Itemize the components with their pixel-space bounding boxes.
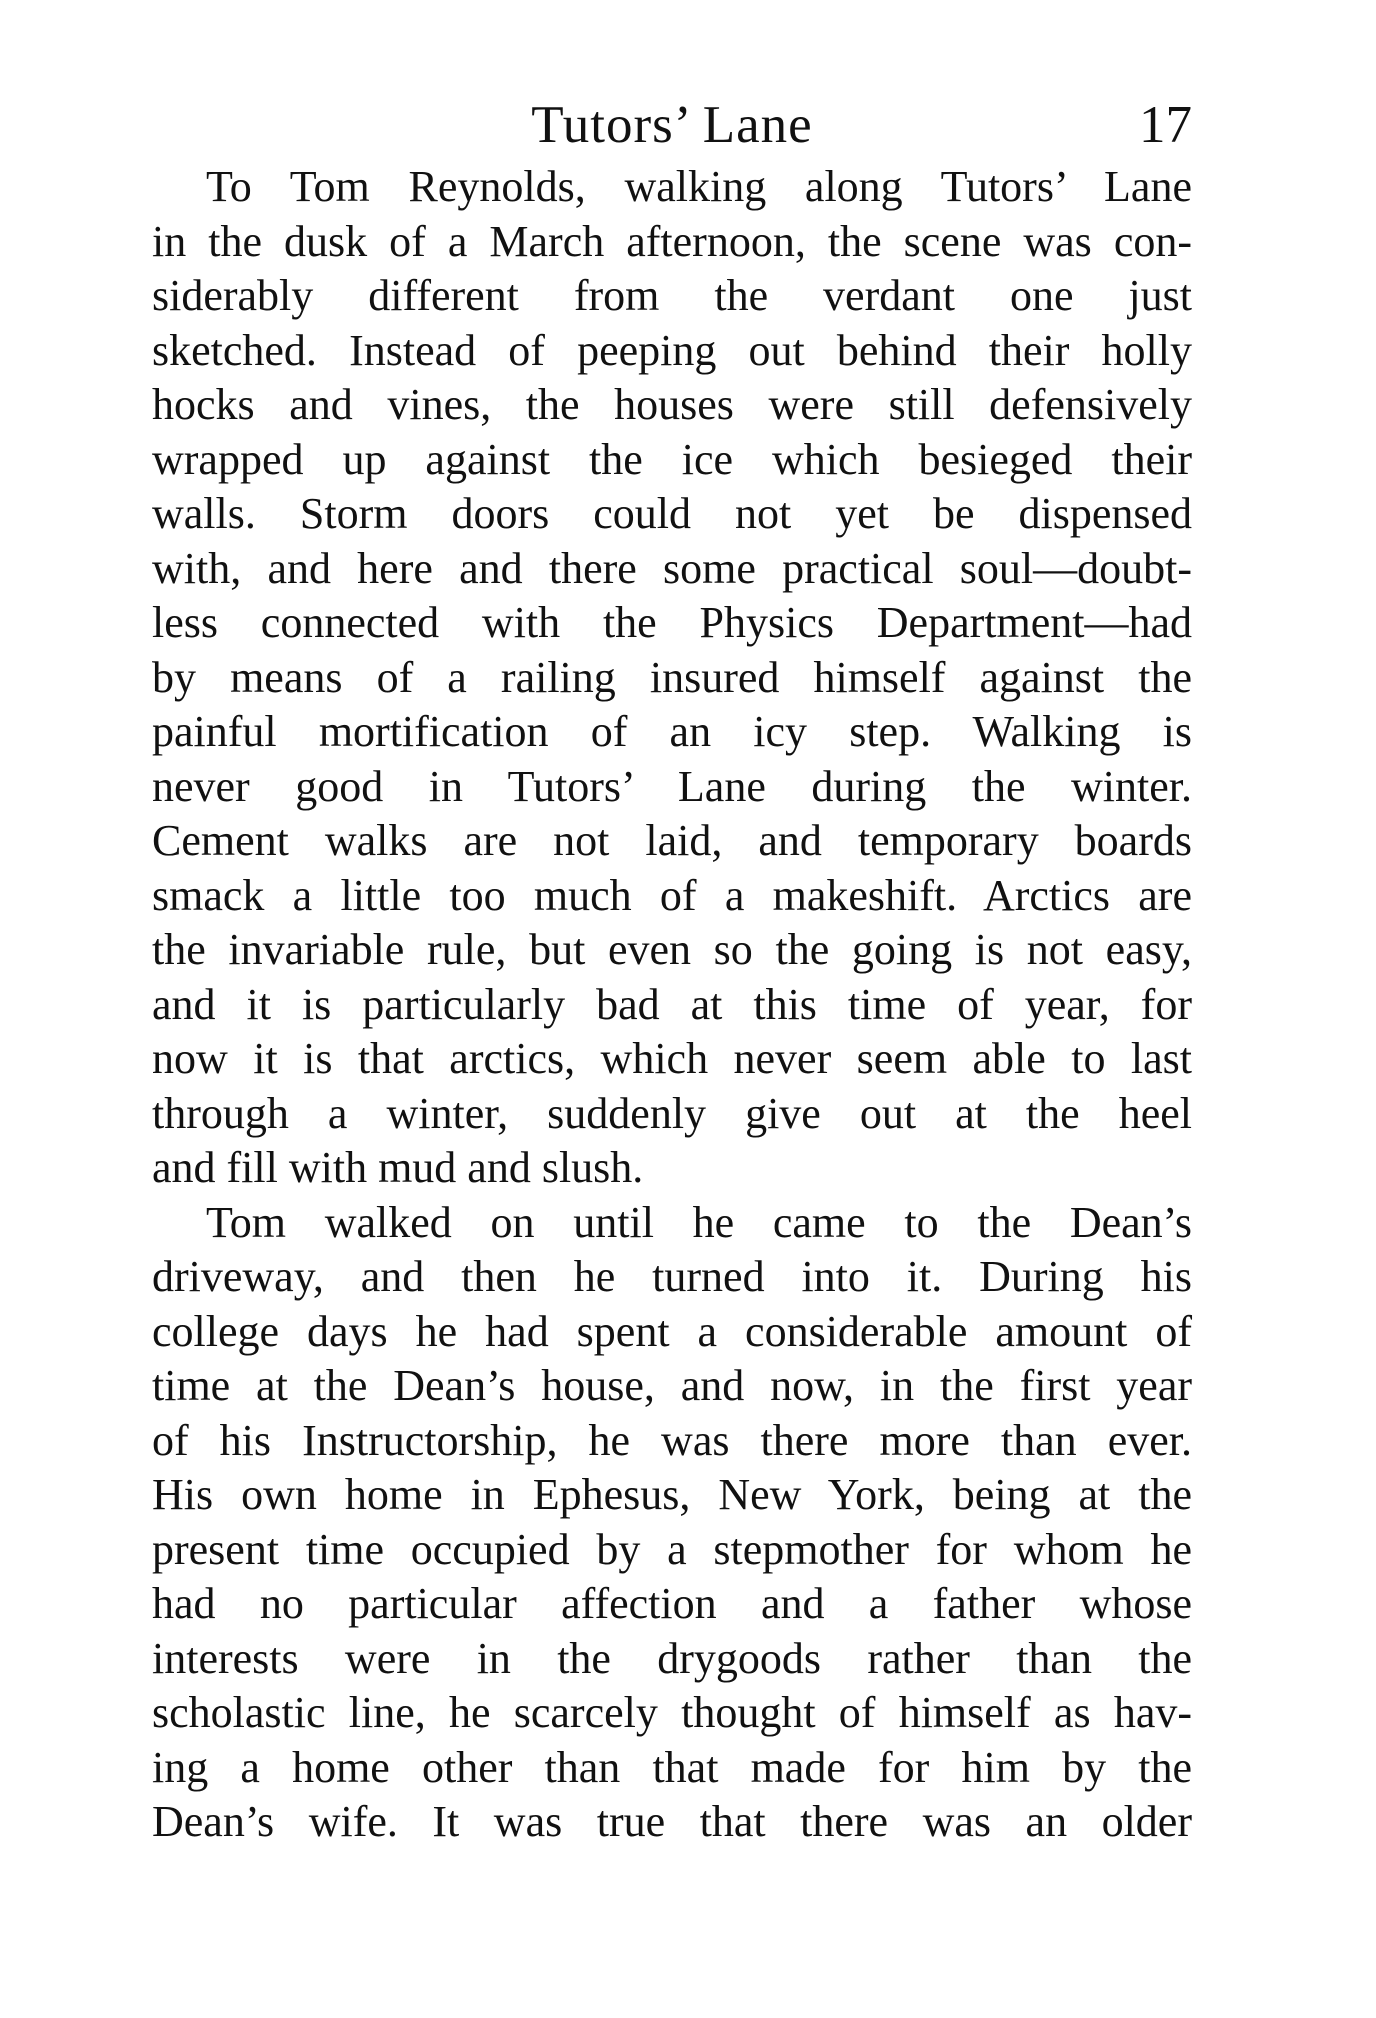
text-line: less connected with the Physics Department—had <box>152 598 1192 647</box>
text-line: and fill with mud and slush. <box>152 1143 644 1192</box>
text-line: Dean’s wife. It was true that there was an older <box>152 1797 1192 1846</box>
text-line: college days he had spent a considerable amount of <box>152 1306 1192 1356</box>
text-line: sketched. Instead of peeping out behind their holly <box>152 325 1192 375</box>
text-line: Cement walks are not laid, and temporary boards <box>152 816 1192 865</box>
text-line: now it is that arctics, which never seem able to last <box>152 1034 1192 1083</box>
text-line: with, and here and there some practical soul—doubt- <box>152 543 1192 593</box>
page-header <box>152 90 1192 160</box>
text-line: interests were in the drygoods rather than the <box>152 1633 1192 1683</box>
text-line: walls. Storm doors could not yet be dispensed <box>152 489 1192 538</box>
text-line: time at the Dean’s house, and now, in the first year <box>152 1361 1192 1410</box>
body-text <box>152 160 1192 1850</box>
text-line: had no particular affection and a father whose <box>152 1579 1192 1628</box>
text-line: never good in Tutors’ Lane during the winter. <box>152 761 1192 811</box>
text-line: To Tom Reynolds, walking along Tutors’ Lane <box>206 162 1192 211</box>
text-line: and it is particularly bad at this time of year, for <box>152 979 1192 1029</box>
text-line: painful mortification of an icy step. Walking is <box>152 707 1192 756</box>
running-title: Tutors’ Lane <box>531 96 813 154</box>
page-number: 17 <box>1139 96 1192 154</box>
text-line: Tom walked on until he came to the Dean’s <box>206 1197 1192 1247</box>
text-line: ing a home other than that made for him by the <box>152 1742 1192 1792</box>
text-line: driveway, and then he turned into it. During his <box>152 1252 1192 1301</box>
text-line: wrapped up against the ice which besieged their <box>152 434 1192 484</box>
text-line: through a winter, suddenly give out at the heel <box>152 1088 1192 1138</box>
text-line: hocks and vines, the houses were still defensively <box>152 380 1192 429</box>
text-line: His own home in Ephesus, New York, being at the <box>152 1470 1192 1519</box>
text-line: present time occupied by a stepmother for whom he <box>152 1524 1192 1574</box>
text-line: by means of a railing insured himself against the <box>152 652 1192 702</box>
text-line: the invariable rule, but even so the going is not easy, <box>152 925 1192 974</box>
text-line: smack a little too much of a makeshift. Arctics are <box>152 870 1192 920</box>
text-line: of his Instructorship, he was there more than ever. <box>152 1415 1192 1465</box>
text-line: siderably different from the verdant one just <box>152 271 1192 320</box>
text-line: in the dusk of a March afternoon, the scene was con- <box>152 216 1192 266</box>
text-line: scholastic line, he scarcely thought of himself as hav- <box>152 1688 1192 1737</box>
